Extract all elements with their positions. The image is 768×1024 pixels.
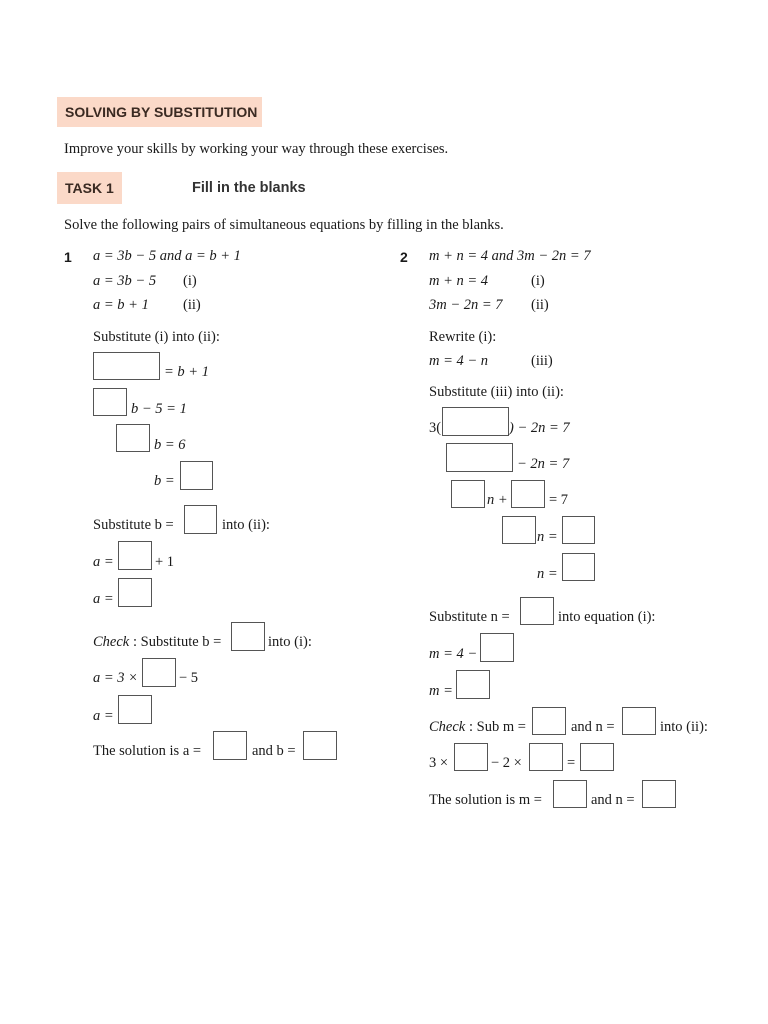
q1-blank-7[interactable] xyxy=(118,578,152,607)
question-number-1: 1 xyxy=(64,249,72,265)
q2-substitute-instruction: Substitute (iii) into (ii): xyxy=(429,384,564,400)
q1-eq1-tag: (i) xyxy=(183,273,197,289)
q2-blank-17[interactable] xyxy=(642,780,676,808)
q2-blank-11[interactable] xyxy=(532,707,566,735)
q1-solution-pre: The solution is a = xyxy=(93,743,202,759)
q1-blank-4[interactable] xyxy=(180,461,213,490)
q2-solution-pre: The solution is m = xyxy=(429,792,542,808)
q1-substitute-b-pre: Substitute b = xyxy=(93,517,174,533)
q2-eq3: m = 4 − n xyxy=(429,353,489,369)
q2-r3-post: = 7 xyxy=(549,492,569,508)
q1-eq2: a = b + 1 xyxy=(93,297,149,313)
task-label: TASK 1 xyxy=(57,172,122,204)
q1-check-pre: : Substitute b = xyxy=(133,634,222,650)
q2-eq1: m + n = 4 xyxy=(429,273,489,289)
q2-blank-2[interactable] xyxy=(446,443,513,472)
q1-check-label: Check xyxy=(93,634,130,650)
q2-r3-mid: n + xyxy=(487,492,508,508)
q1-blank-12[interactable] xyxy=(303,731,337,760)
q1-equation-pair: a = 3b − 5 and a = b + 1 xyxy=(93,248,241,264)
q2-rewrite-label: Rewrite (i): xyxy=(429,329,497,345)
q2-c-pre: 3 × xyxy=(429,755,449,771)
q1-substitute-b-post: into (ii): xyxy=(222,517,270,533)
q2-blank-10[interactable] xyxy=(456,670,490,699)
task-title: Fill in the blanks xyxy=(192,180,306,196)
q2-r2-post: − 2n = 7 xyxy=(517,456,570,472)
q1-step4: b = xyxy=(154,473,175,489)
q2-solution-mid: and n = xyxy=(591,792,635,808)
q2-m2-pre: m = xyxy=(429,683,453,699)
q2-eq3-tag: (iii) xyxy=(531,353,553,369)
q2-r1-pre: 3( xyxy=(429,420,442,436)
q1-check-post: into (i): xyxy=(268,634,312,650)
q2-r1-post: ) − 2n = 7 xyxy=(509,420,570,436)
q2-eq2: 3m − 2n = 7 xyxy=(429,297,503,313)
q1-a2-pre: a = xyxy=(93,591,114,607)
q1-solution-mid: and b = xyxy=(252,743,296,759)
intro-text: Improve your skills by working your way through these exercises. xyxy=(64,141,449,157)
q2-r4-mid: n = xyxy=(537,529,558,545)
q2-blank-8[interactable] xyxy=(520,597,554,625)
q1-c1-pre: a = 3 × xyxy=(93,670,138,686)
q2-blank-16[interactable] xyxy=(553,780,587,808)
q2-check-label: Check xyxy=(429,719,466,735)
q1-substitute-instruction: Substitute (i) into (ii): xyxy=(93,329,220,345)
q1-blank-5[interactable] xyxy=(184,505,217,534)
q2-blank-6[interactable] xyxy=(562,516,595,544)
q2-blank-12[interactable] xyxy=(622,707,656,735)
q1-blank-8[interactable] xyxy=(231,622,265,651)
q2-blank-3[interactable] xyxy=(451,480,485,508)
q2-substitute-n-post: into equation (i): xyxy=(558,609,656,625)
q2-blank-7[interactable] xyxy=(562,553,595,581)
q1-blank-11[interactable] xyxy=(213,731,247,760)
q2-check-post: into (ii): xyxy=(660,719,708,735)
q1-blank-2[interactable] xyxy=(93,388,127,416)
q1-a1-post: + 1 xyxy=(155,554,175,570)
q2-blank-14[interactable] xyxy=(529,743,563,771)
q1-step2: b − 5 = 1 xyxy=(131,401,187,417)
q1-eq2-tag: (ii) xyxy=(183,297,201,313)
q2-eq2-tag: (ii) xyxy=(531,297,549,313)
q1-blank-3[interactable] xyxy=(116,424,150,452)
q1-blank-10[interactable] xyxy=(118,695,152,724)
q2-blank-13[interactable] xyxy=(454,743,488,771)
q1-blank-9[interactable] xyxy=(142,658,176,687)
q2-blank-5[interactable] xyxy=(502,516,536,544)
q1-blank-6[interactable] xyxy=(118,541,152,570)
q1-step3: b = 6 xyxy=(154,437,186,453)
q1-eq1: a = 3b − 5 xyxy=(93,273,157,289)
q2-eq1-tag: (i) xyxy=(531,273,545,289)
q1-a1-pre: a = xyxy=(93,554,114,570)
q2-r5-pre: n = xyxy=(537,566,558,582)
section-title: SOLVING BY SUBSTITUTION xyxy=(57,97,262,127)
question-number-2: 2 xyxy=(400,249,408,265)
q1-blank-1[interactable] xyxy=(93,352,160,380)
q2-check-mid: and n = xyxy=(571,719,615,735)
q2-c-eq: = xyxy=(567,755,576,771)
q2-blank-4[interactable] xyxy=(511,480,545,508)
q1-c2-pre: a = xyxy=(93,708,114,724)
q2-c-mid: − 2 × xyxy=(491,755,522,771)
instruction-text: Solve the following pairs of simultaneous equations by filling in the blanks. xyxy=(64,217,504,233)
q2-substitute-n-pre: Substitute n = xyxy=(429,609,510,625)
q2-check-pre: : Sub m = xyxy=(469,719,526,735)
q2-blank-15[interactable] xyxy=(580,743,614,771)
q1-step1-rhs: = b + 1 xyxy=(164,364,209,380)
q2-blank-1[interactable] xyxy=(442,407,509,436)
q2-equation-pair: m + n = 4 and 3m − 2n = 7 xyxy=(429,248,591,264)
q2-blank-9[interactable] xyxy=(480,633,514,662)
q1-c1-post: − 5 xyxy=(179,670,199,686)
q2-m1-pre: m = 4 − xyxy=(429,646,478,662)
